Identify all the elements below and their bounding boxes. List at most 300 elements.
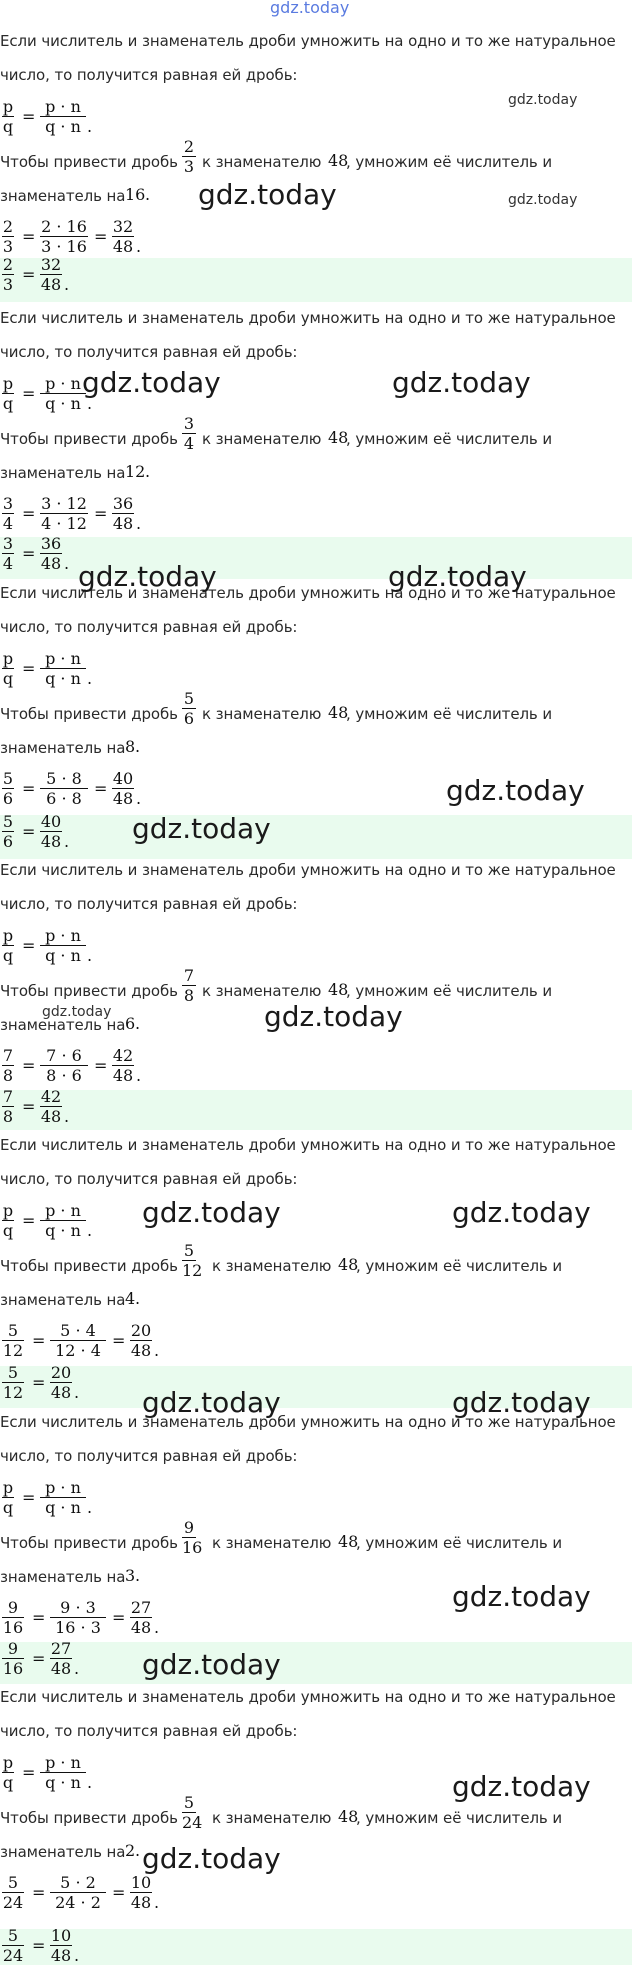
given-fraction-numerator: 5 <box>183 1793 195 1812</box>
answer-left-fraction-denominator: 6 <box>2 832 14 851</box>
target-denominator: 48 <box>328 151 349 170</box>
answer-result-fraction <box>50 1927 72 1964</box>
calc-result-fraction <box>130 1874 152 1911</box>
multiplier: 6 <box>71 1066 82 1085</box>
answer-result-fraction-numerator: 40 <box>40 812 62 831</box>
times-sign: · <box>51 237 67 256</box>
target-denominator: 48 <box>328 428 349 447</box>
equals-sign: = <box>22 1488 36 1507</box>
multiplier: 16 <box>125 185 146 204</box>
given-fraction-numerator: 5 <box>183 689 195 708</box>
rule-text-line1: Если числитель и знаменатель дроби умножить на одно и то же натуральное <box>0 861 616 879</box>
rule-text-line2: число, то получится равная ей дробь: <box>0 1722 298 1740</box>
answer-result-fraction <box>40 535 62 572</box>
multiplier: 12 <box>66 494 87 513</box>
bring-prefix: Чтобы привести дробь <box>0 1534 178 1552</box>
denominator-on-label: знаменатель на <box>0 739 126 757</box>
formula-left-fraction-numerator: p <box>2 1201 14 1220</box>
given-fraction <box>182 138 196 175</box>
period: . <box>145 185 151 204</box>
numerator-value: 5 <box>60 1321 71 1340</box>
given-fraction-denominator: 6 <box>183 709 195 728</box>
calc-mult-fraction <box>40 218 88 255</box>
highlight-band <box>0 812 632 859</box>
formula-left-fraction <box>2 375 14 412</box>
period: . <box>74 1659 80 1678</box>
equals-sign: = <box>32 1649 46 1668</box>
calc-result-fraction-denominator: 48 <box>130 1341 152 1360</box>
period: . <box>145 462 151 481</box>
formula-left-fraction-numerator: p <box>2 926 14 945</box>
formula-left-fraction-denominator: q <box>2 117 14 136</box>
multiplier: 4 <box>85 1321 96 1340</box>
answer-left-fraction-numerator: 3 <box>2 534 14 553</box>
bring-middle: к знаменателю <box>212 1257 332 1275</box>
period: . <box>87 669 93 688</box>
multiplier: 16 <box>66 237 87 256</box>
answer-result-fraction-numerator: 20 <box>50 1363 72 1382</box>
multiplier: 4 <box>125 1289 136 1308</box>
bring-prefix: Чтобы привести дробь <box>0 153 178 171</box>
times-sign: · <box>56 789 72 808</box>
given-fraction-numerator: 7 <box>183 966 195 985</box>
denominator-on-label: знаменатель на <box>0 1016 126 1034</box>
multiplier: 12 <box>66 514 87 533</box>
answer-result-fraction-denominator: 48 <box>40 1107 62 1126</box>
period: . <box>136 1066 142 1085</box>
multiplier: 12 <box>125 462 146 481</box>
answer-left-fraction <box>2 256 14 293</box>
denominator-value: 24 <box>55 1893 76 1912</box>
denominator-value: 3 <box>41 237 52 256</box>
denominator-on-label: знаменатель на <box>0 1291 126 1309</box>
calc-mult-fraction-denominator <box>50 1342 106 1359</box>
formula-right-fraction <box>40 1754 86 1791</box>
calc-mult-fraction <box>40 495 88 532</box>
calc-left-fraction <box>2 770 14 807</box>
answer-left-fraction <box>2 1364 24 1401</box>
formula-right-fraction-denominator: q · n <box>45 394 81 413</box>
denominator-value: 8 <box>46 1066 57 1085</box>
times-sign: · <box>56 769 72 788</box>
times-sign: · <box>70 1321 86 1340</box>
calc-left-fraction <box>2 218 14 255</box>
times-sign: · <box>56 1066 72 1085</box>
calc-result-fraction <box>112 218 134 255</box>
numerator-value: 3 <box>41 494 52 513</box>
numerator-value: 5 <box>60 1873 71 1892</box>
calc-left-fraction-numerator: 5 <box>7 1321 19 1340</box>
times-sign: · <box>51 494 67 513</box>
equals-sign: = <box>94 227 108 246</box>
times-sign: · <box>75 1618 91 1637</box>
watermark: gdz.today <box>42 1004 112 1020</box>
times-sign: · <box>75 1341 91 1360</box>
denominator-value: 4 <box>41 514 52 533</box>
formula-left-fraction <box>2 927 14 964</box>
watermark: gdz.today <box>270 0 350 17</box>
bring-suffix: , умножим её числитель и <box>356 1534 562 1552</box>
calc-left-fraction-numerator: 5 <box>7 1873 19 1892</box>
target-denominator: 48 <box>338 1532 359 1551</box>
bring-middle: к знаменателю <box>202 430 322 448</box>
answer-left-fraction-numerator: 2 <box>2 255 14 274</box>
calc-left-fraction-denominator: 3 <box>2 237 14 256</box>
answer-result-fraction-denominator: 48 <box>40 275 62 294</box>
calc-mult-fraction-denominator <box>40 1067 88 1084</box>
calc-mult-fraction-denominator <box>50 1619 106 1636</box>
equals-sign: = <box>112 1608 126 1627</box>
formula-right-fraction-numerator: p · n <box>45 926 81 945</box>
equals-sign: = <box>22 1097 36 1116</box>
denominator-on-label: знаменатель на <box>0 1843 126 1861</box>
multiplier: 8 <box>125 737 136 756</box>
period: . <box>87 1498 93 1517</box>
period: . <box>87 117 93 136</box>
formula-left-fraction-denominator: q <box>2 1773 14 1792</box>
times-sign: · <box>51 217 67 236</box>
bring-prefix: Чтобы привести дробь <box>0 1257 178 1275</box>
given-fraction-denominator: 4 <box>183 434 195 453</box>
answer-left-fraction-numerator: 9 <box>7 1639 19 1658</box>
equals-sign: = <box>22 544 36 563</box>
period: . <box>64 275 70 294</box>
multiplier: 2 <box>125 1841 136 1860</box>
calc-left-fraction <box>2 1874 24 1911</box>
calc-result-fraction-denominator: 48 <box>112 789 134 808</box>
calc-mult-fraction-numerator <box>40 770 88 787</box>
answer-result-fraction-denominator: 48 <box>50 1946 72 1965</box>
bring-suffix: , умножим её числитель и <box>356 1809 562 1827</box>
times-sign: · <box>75 1893 91 1912</box>
answer-left-fraction-numerator: 5 <box>7 1926 19 1945</box>
watermark: gdz.today <box>78 560 217 593</box>
calc-result-fraction-denominator: 48 <box>112 1066 134 1085</box>
given-fraction-numerator: 2 <box>183 137 195 156</box>
formula-right-fraction <box>40 375 86 412</box>
formula-right-fraction <box>40 1479 86 1516</box>
equals-sign: = <box>32 1608 46 1627</box>
calc-result-fraction <box>112 495 134 532</box>
watermark: gdz.today <box>446 774 585 807</box>
bring-prefix: Чтобы привести дробь <box>0 1809 178 1827</box>
answer-left-fraction-numerator: 5 <box>2 812 14 831</box>
calc-left-fraction-denominator: 24 <box>2 1893 24 1912</box>
calc-left-fraction-numerator: 7 <box>2 1046 14 1065</box>
multiplier: 2 <box>90 1893 101 1912</box>
answer-left-fraction <box>2 535 14 572</box>
highlight-band <box>0 1926 632 1965</box>
calc-result-fraction-denominator: 48 <box>130 1893 152 1912</box>
calc-left-fraction <box>2 1599 24 1636</box>
answer-left-fraction-numerator: 7 <box>2 1087 14 1106</box>
answer-result-fraction <box>40 1088 62 1125</box>
rule-text-line1: Если числитель и знаменатель дроби умножить на одно и то же натуральное <box>0 309 616 327</box>
watermark: gdz.today <box>264 1000 403 1033</box>
formula-right-fraction-denominator: q · n <box>45 669 81 688</box>
formula-right-fraction <box>40 1202 86 1239</box>
equals-sign: = <box>22 779 36 798</box>
given-fraction <box>182 415 196 452</box>
answer-result-fraction <box>40 813 62 850</box>
equals-sign: = <box>112 1883 126 1902</box>
equals-sign: = <box>22 227 36 246</box>
formula-left-fraction-numerator: p <box>2 97 14 116</box>
period: . <box>136 514 142 533</box>
given-fraction <box>182 690 196 727</box>
period: . <box>87 1773 93 1792</box>
target-denominator: 48 <box>328 703 349 722</box>
bring-suffix: , умножим её числитель и <box>356 1257 562 1275</box>
formula-right-fraction-denominator: q · n <box>45 1498 81 1517</box>
period: . <box>135 737 141 756</box>
highlight-band <box>0 1639 632 1684</box>
answer-result-fraction-numerator: 32 <box>40 255 62 274</box>
period: . <box>74 1946 80 1965</box>
given-fraction-numerator: 5 <box>183 1241 195 1260</box>
answer-result-fraction-numerator: 27 <box>50 1639 72 1658</box>
equals-sign: = <box>22 265 36 284</box>
numerator-value: 7 <box>46 1046 57 1065</box>
formula-left-fraction-numerator: p <box>2 1753 14 1772</box>
denominator-on-label: знаменатель на <box>0 187 126 205</box>
period: . <box>87 1221 93 1240</box>
calc-result-fraction-denominator: 48 <box>112 237 134 256</box>
given-fraction-numerator: 9 <box>183 1518 195 1537</box>
formula-right-fraction-numerator: p · n <box>45 374 81 393</box>
calc-result-fraction-numerator: 10 <box>130 1873 152 1892</box>
given-fraction-denominator: 8 <box>183 986 195 1005</box>
target-denominator: 48 <box>338 1255 359 1274</box>
formula-right-fraction-numerator: p · n <box>45 1753 81 1772</box>
calc-mult-fraction-denominator <box>40 515 88 532</box>
formula-right-fraction-denominator: q · n <box>45 1773 81 1792</box>
calc-mult-fraction <box>50 1874 106 1911</box>
answer-left-fraction <box>2 813 14 850</box>
answer-left-fraction <box>2 1088 14 1125</box>
period: . <box>135 1289 141 1308</box>
times-sign: · <box>70 1873 86 1892</box>
bring-suffix: , умножим её числитель и <box>346 153 552 171</box>
formula-left-fraction-denominator: q <box>2 1498 14 1517</box>
watermark: gdz.today <box>452 1580 591 1613</box>
multiplier: 3 <box>85 1598 96 1617</box>
equals-sign: = <box>22 659 36 678</box>
target-denominator: 48 <box>328 980 349 999</box>
rule-text-line1: Если числитель и знаменатель дроби умножить на одно и то же натуральное <box>0 1136 616 1154</box>
watermark: gdz.today <box>452 1386 591 1419</box>
equals-sign: = <box>22 1211 36 1230</box>
calc-left-fraction-numerator: 5 <box>2 769 14 788</box>
formula-right-fraction-denominator: q · n <box>45 946 81 965</box>
rule-text-line2: число, то получится равная ей дробь: <box>0 66 298 84</box>
period: . <box>64 832 70 851</box>
equals-sign: = <box>22 107 36 126</box>
rule-text-line1: Если числитель и знаменатель дроби умножить на одно и то же натуральное <box>0 584 616 602</box>
calc-left-fraction <box>2 1322 24 1359</box>
period: . <box>135 1014 141 1033</box>
denominator-value: 16 <box>55 1618 76 1637</box>
multiplier: 2 <box>85 1873 96 1892</box>
formula-left-fraction-numerator: p <box>2 649 14 668</box>
period: . <box>154 1618 160 1637</box>
answer-result-fraction-denominator: 48 <box>50 1383 72 1402</box>
multiplier: 6 <box>125 1014 136 1033</box>
answer-left-fraction-denominator: 12 <box>2 1383 24 1402</box>
answer-left-fraction-denominator: 8 <box>2 1107 14 1126</box>
rule-text-line2: число, то получится равная ей дробь: <box>0 343 298 361</box>
given-fraction <box>182 967 196 1004</box>
bring-suffix: , умножим её числитель и <box>346 982 552 1000</box>
numerator-value: 2 <box>41 217 52 236</box>
highlight-band <box>0 255 632 302</box>
equals-sign: = <box>94 504 108 523</box>
answer-left-fraction-numerator: 5 <box>7 1363 19 1382</box>
calc-result-fraction <box>112 770 134 807</box>
calc-left-fraction-numerator: 2 <box>2 217 14 236</box>
calc-result-fraction-denominator: 48 <box>130 1618 152 1637</box>
equals-sign: = <box>22 1763 36 1782</box>
calc-mult-fraction-numerator <box>40 1047 88 1064</box>
watermark: gdz.today <box>508 92 578 108</box>
bring-middle: к знаменателю <box>202 705 322 723</box>
watermark: gdz.today <box>142 1386 281 1419</box>
rule-text-line1: Если числитель и знаменатель дроби умножить на одно и то же натуральное <box>0 1688 616 1706</box>
answer-result-fraction <box>40 256 62 293</box>
period: . <box>64 554 70 573</box>
answer-left-fraction-denominator: 16 <box>2 1659 24 1678</box>
calc-left-fraction-denominator: 4 <box>2 514 14 533</box>
calc-mult-fraction-numerator <box>50 1322 106 1339</box>
period: . <box>64 1107 70 1126</box>
rule-text-line2: число, то получится равная ей дробь: <box>0 618 298 636</box>
calc-left-fraction-denominator: 12 <box>2 1341 24 1360</box>
bring-middle: к знаменателю <box>202 982 322 1000</box>
watermark: gdz.today <box>142 1842 281 1875</box>
calc-result-fraction-numerator: 40 <box>112 769 134 788</box>
answer-left-fraction-denominator: 24 <box>2 1946 24 1965</box>
period: . <box>136 789 142 808</box>
multiplier: 3 <box>90 1618 101 1637</box>
multiplier: 8 <box>71 789 82 808</box>
watermark: gdz.today <box>452 1770 591 1803</box>
formula-left-fraction-numerator: p <box>2 374 14 393</box>
equals-sign: = <box>22 384 36 403</box>
answer-result-fraction-denominator: 48 <box>40 554 62 573</box>
equals-sign: = <box>112 1331 126 1350</box>
multiplier: 4 <box>90 1341 101 1360</box>
formula-right-fraction-numerator: p · n <box>45 97 81 116</box>
answer-result-fraction-numerator: 10 <box>50 1926 72 1945</box>
formula-left-fraction-denominator: q <box>2 669 14 688</box>
equals-sign: = <box>32 1331 46 1350</box>
formula-right-fraction-numerator: p · n <box>45 1201 81 1220</box>
calc-mult-fraction-denominator <box>50 1894 106 1911</box>
bring-prefix: Чтобы привести дробь <box>0 705 178 723</box>
times-sign: · <box>70 1598 86 1617</box>
calc-mult-fraction-numerator <box>40 495 88 512</box>
formula-left-fraction <box>2 1479 14 1516</box>
watermark: gdz.today <box>82 366 221 399</box>
multiplier: 8 <box>71 769 82 788</box>
numerator-value: 5 <box>46 769 57 788</box>
rule-text-line2: число, то получится равная ей дробь: <box>0 1447 298 1465</box>
rule-text-line1: Если числитель и знаменатель дроби умножить на одно и то же натуральное <box>0 32 616 50</box>
given-fraction <box>182 1518 203 1557</box>
equals-sign: = <box>22 822 36 841</box>
rule-text-line1: Если числитель и знаменатель дроби умножить на одно и то же натуральное <box>0 1413 616 1431</box>
bring-middle: к знаменателю <box>202 153 322 171</box>
answer-result-fraction-denominator: 48 <box>50 1659 72 1678</box>
equals-sign: = <box>22 1056 36 1075</box>
calc-mult-fraction-denominator <box>40 238 88 255</box>
bring-suffix: , умножим её числитель и <box>346 430 552 448</box>
given-fraction-denominator: 12 <box>182 1261 203 1280</box>
formula-left-fraction <box>2 650 14 687</box>
equals-sign: = <box>22 504 36 523</box>
answer-left-fraction <box>2 1927 24 1964</box>
equals-sign: = <box>32 1883 46 1902</box>
given-fraction <box>182 1793 203 1832</box>
calc-left-fraction-denominator: 6 <box>2 789 14 808</box>
watermark: gdz.today <box>388 560 527 593</box>
period: . <box>74 1383 80 1402</box>
watermark: gdz.today <box>198 178 337 211</box>
period: . <box>136 237 142 256</box>
watermark: gdz.today <box>392 366 531 399</box>
equals-sign: = <box>94 1056 108 1075</box>
calc-result-fraction <box>130 1599 152 1636</box>
numerator-value: 9 <box>60 1598 71 1617</box>
answer-left-fraction-denominator: 4 <box>2 554 14 573</box>
calc-left-fraction <box>2 1047 14 1084</box>
calc-left-fraction-numerator: 9 <box>7 1598 19 1617</box>
bring-middle: к знаменателю <box>212 1809 332 1827</box>
calc-result-fraction <box>130 1322 152 1359</box>
given-fraction-denominator: 16 <box>182 1538 203 1557</box>
formula-left-fraction-numerator: p <box>2 1478 14 1497</box>
period: . <box>87 394 93 413</box>
calc-left-fraction-numerator: 3 <box>2 494 14 513</box>
calc-left-fraction <box>2 495 14 532</box>
multiplier: 16 <box>66 217 87 236</box>
formula-left-fraction-denominator: q <box>2 1221 14 1240</box>
answer-left-fraction <box>2 1640 24 1677</box>
times-sign: · <box>56 1046 72 1065</box>
equals-sign: = <box>94 779 108 798</box>
denominator-value: 12 <box>55 1341 76 1360</box>
calc-result-fraction-numerator: 27 <box>130 1598 152 1617</box>
watermark: gdz.today <box>142 1196 281 1229</box>
formula-right-fraction-denominator: q · n <box>45 1221 81 1240</box>
formula-right-fraction <box>40 98 86 135</box>
bring-suffix: , умножим её числитель и <box>346 705 552 723</box>
period: . <box>154 1341 160 1360</box>
calc-result-fraction-numerator: 32 <box>112 217 134 236</box>
calc-mult-fraction <box>50 1599 106 1636</box>
denominator-on-label: знаменатель на <box>0 1568 126 1586</box>
calc-mult-fraction-numerator <box>50 1874 106 1891</box>
period: . <box>154 1893 160 1912</box>
given-fraction-denominator: 3 <box>183 157 195 176</box>
highlight-band <box>0 1087 632 1130</box>
multiplier: 6 <box>71 1046 82 1065</box>
calc-result-fraction-denominator: 48 <box>112 514 134 533</box>
formula-right-fraction <box>40 927 86 964</box>
calc-result-fraction <box>112 1047 134 1084</box>
period: . <box>135 1566 141 1585</box>
given-fraction <box>182 1241 203 1280</box>
